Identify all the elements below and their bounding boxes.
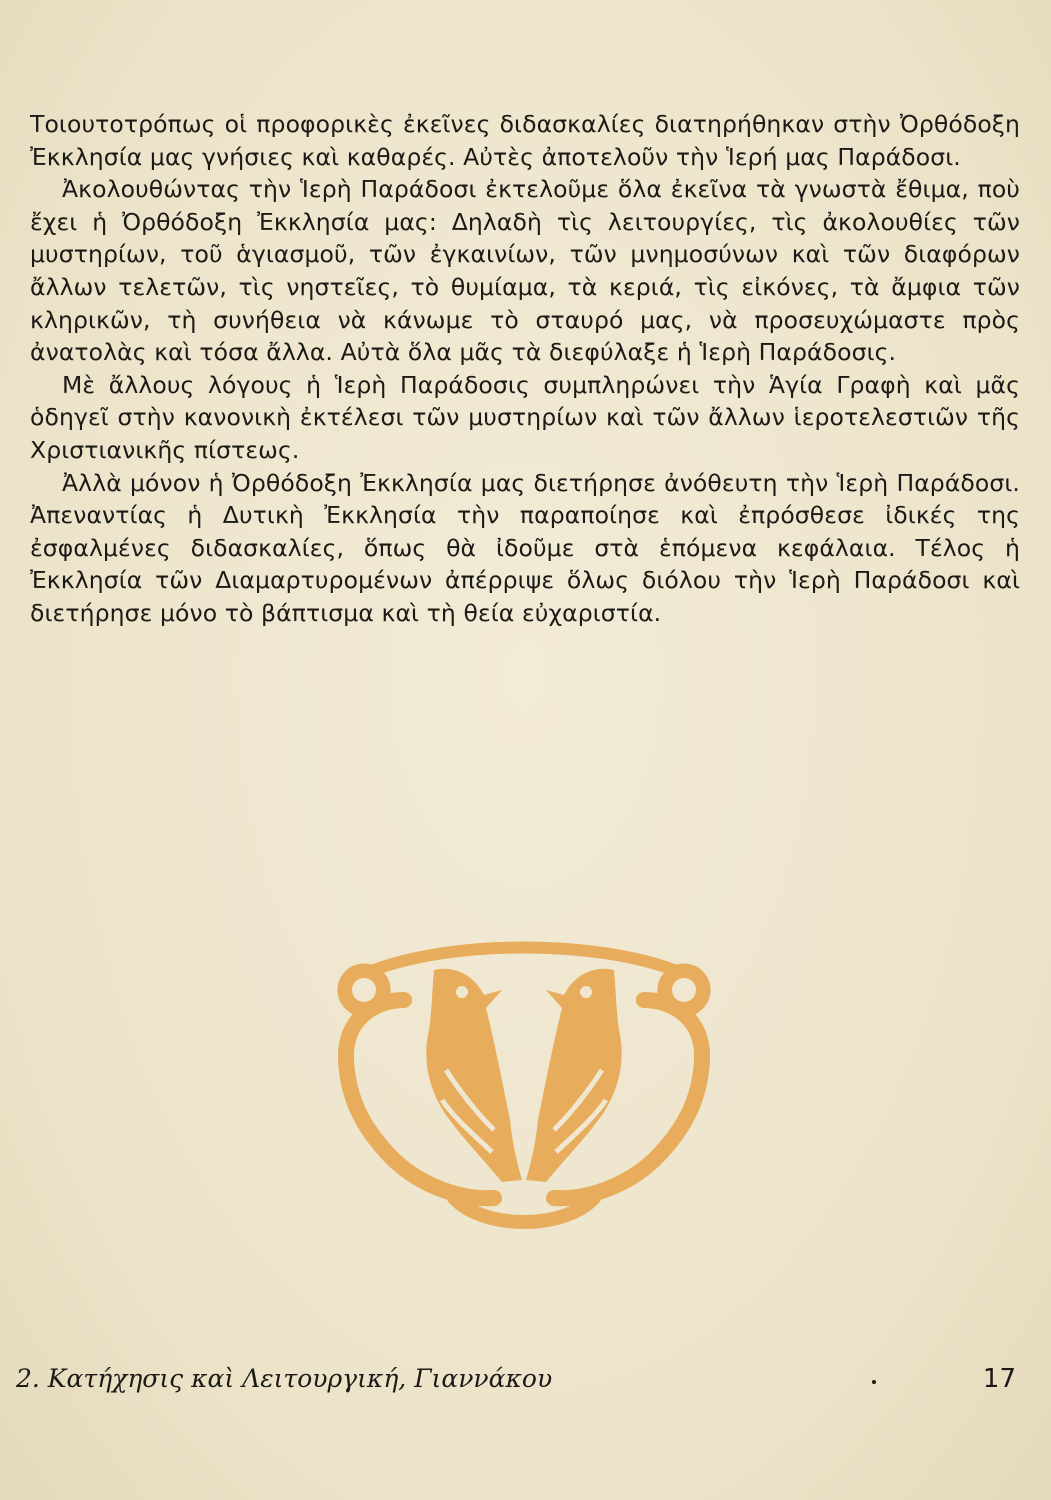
page-footer (16, 1364, 1016, 1404)
body-text (30, 108, 1020, 630)
paragraph: Ἀλλὰ μόνον ἡ Ὀρθόδοξη Ἐκκλησία μας διετήρησε ἀνόθευτη τὴν Ἱερὴ Παράδοσι. Ἀπεναντίας ἡ Δυτικὴ Ἐκκλησία τὴν παραποίησε καὶ ἐπρόσθεσε ἰδικές της ἐσφαλμένες διδασκαλίες, ὅπως θὰ ἰδοῦμε στὰ ἑπόμενα κεφάλαια. Τέλος ἡ Ἐκκλησία τῶν Διαμαρτυρομένων ἀπέρριψε ὅλως διόλου τὴν Ἱερὴ Παράδοσι καὶ διετήρησε μόνο τὸ βάπτισμα καὶ τὴ θεία εὐχαριστία. (30, 468, 1020, 627)
footer-source-title: 2. Κατήχησις καὶ Λειτουργική, Γιαννάκου (16, 1364, 553, 1393)
footer-dot (872, 1380, 876, 1384)
paragraph: Μὲ ἄλλους λόγους ἡ Ἱερὴ Παράδοσις συμπληρώνει τὴν Ἁγία Γραφὴ καὶ μᾶς ὁδηγεῖ στὴν κανονικὴ ἐκτέλεσι τῶν μυστηρίων καὶ τῶν ἄλλων ἱεροτελεστιῶν τῆς Χριστιανικῆς πίστεως. (30, 370, 1020, 464)
page-number: 17 (982, 1364, 1016, 1394)
paragraph: Ἀκολουθώντας τὴν Ἱερὴ Παράδοσι ἐκτελοῦμε ὅλα ἐκεῖνα τὰ γνωστὰ ἔθιμα, ποὺ ἔχει ἡ Ὀρθόδοξη Ἐκκλησία μας: Δηλαδὴ τὶς λειτουργίες, τὶς ἀκολουθίες τῶν μυστηρίων, τοῦ ἁγιασμοῦ, τῶν ἐγκαινίων, τῶν μνημοσύνων καὶ τῶν διαφόρων ἄλλων τελετῶν, τὶς νηστεῖες, τὸ θυμίαμα, τὰ κεριά, τὶς εἰκόνες, τὰ ἄμφια τῶν κληρικῶν, τὴ συνήθεια νὰ κάνωμε τὸ σταυρό μας, νὰ προσευχώμαστε πρὸς ἀνατολὰς καὶ τόσα ἄλλα. Αὐτὰ ὅλα μᾶς τὰ διεφύλαξε ἡ Ἱερὴ Παράδοσις. (30, 175, 1020, 367)
paragraph: Τοιουτοτρόπως οἱ προφορικὲς ἐκεῖνες διδασκαλίες διατηρήθηκαν στὴν Ὀρθόδοξη Ἐκκλησία μας γνήσιες καὶ καθαρές. Αὐτὲς ἀποτελοῦν τὴν Ἱερή μας Παράδοσι. (30, 110, 1020, 171)
twin-birds-emblem-icon (334, 930, 714, 1230)
